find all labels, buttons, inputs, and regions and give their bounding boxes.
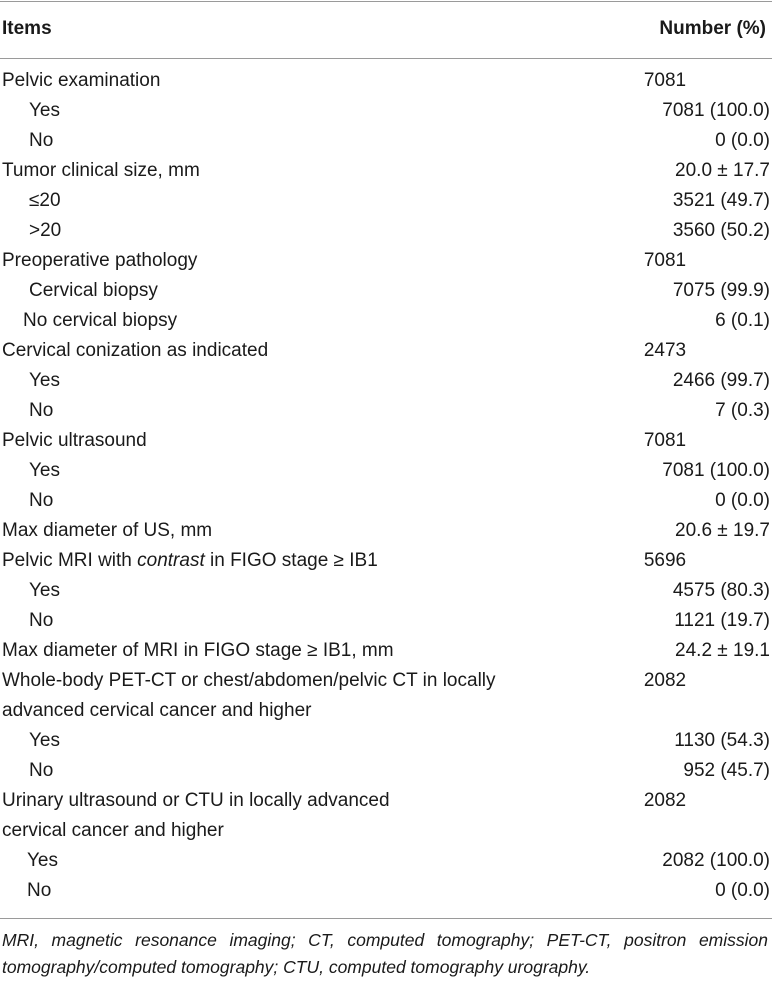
- row-value: 7081 (100.0): [662, 100, 770, 121]
- row-label: Cervical biopsy: [29, 280, 158, 301]
- row-value: 5696: [643, 550, 687, 571]
- row-value: 1121 (19.7): [674, 610, 770, 631]
- table-row: [0, 216, 772, 246]
- row-label: Yes: [29, 730, 60, 751]
- row-label: No: [27, 880, 52, 901]
- table-row: [0, 606, 772, 636]
- row-value: 7081 (100.0): [662, 460, 770, 481]
- header-items: Items: [2, 18, 52, 39]
- row-label: Pelvic examination: [2, 70, 161, 91]
- table-header: [0, 2, 772, 58]
- header-number: Number (%): [659, 18, 766, 39]
- table-row: [0, 336, 772, 366]
- table-row: [0, 576, 772, 606]
- table-row: [0, 186, 772, 216]
- table-row: [0, 246, 772, 276]
- table-row: [0, 96, 772, 126]
- row-label: Yes: [29, 370, 60, 391]
- table-row: [0, 126, 772, 156]
- row-value: 3560 (50.2): [672, 220, 770, 241]
- row-label: Pelvic ultrasound: [2, 430, 147, 451]
- table-row: [0, 306, 772, 336]
- row-value: 24.2 ± 19.1: [675, 640, 770, 661]
- row-value: 7081: [643, 250, 687, 271]
- row-value: 7081: [643, 70, 687, 91]
- row-label: ≤20: [29, 190, 61, 211]
- row-label: Preoperative pathology: [2, 250, 198, 271]
- row-label: Cervical conization as indicated: [2, 340, 269, 361]
- table-row: [0, 666, 772, 726]
- row-label-post: in FIGO stage ≥ IB1: [204, 550, 378, 571]
- table-row: [0, 486, 772, 516]
- table-footnote: MRI, magnetic resonance imaging; CT, computed tomography; PET-CT, positron emission tomography/computed tomography; CTU, computed tomography urography.: [2, 930, 768, 977]
- table-row: [0, 636, 772, 666]
- table-row: [0, 156, 772, 186]
- row-value: 2082 (100.0): [662, 850, 770, 871]
- row-label: No: [29, 130, 54, 151]
- row-label: No: [29, 610, 54, 631]
- table-row: [0, 516, 772, 546]
- row-label: [2, 546, 522, 576]
- row-value: 2082: [643, 790, 687, 811]
- header-rule: [0, 58, 772, 59]
- row-label: No: [29, 490, 54, 511]
- row-value: 0 (0.0): [715, 130, 770, 151]
- table-bottom-rule: [0, 918, 772, 919]
- row-label: No: [29, 760, 54, 781]
- table-row: [0, 276, 772, 306]
- row-label: Max diameter of US, mm: [2, 520, 213, 541]
- row-label: Whole-body PET-CT or chest/abdomen/pelvic CT in locally advanced cervical cancer and higher: [2, 670, 496, 721]
- row-label: Yes: [29, 460, 60, 481]
- row-value: 7 (0.3): [715, 400, 770, 421]
- row-value: 6 (0.1): [715, 310, 770, 331]
- row-value: 4575 (80.3): [672, 580, 770, 601]
- row-value: 20.6 ± 19.7: [675, 520, 770, 541]
- row-label: No cervical biopsy: [23, 310, 178, 331]
- row-label: Yes: [27, 850, 58, 871]
- row-label: Tumor clinical size, mm: [2, 160, 200, 181]
- row-label-italic: contrast: [137, 550, 205, 571]
- row-value: 2082: [643, 670, 687, 691]
- table-row: [0, 846, 772, 876]
- row-label: No: [29, 400, 54, 421]
- row-value: 7075 (99.9): [672, 280, 770, 301]
- table-row: [0, 396, 772, 426]
- row-value: 7081: [643, 430, 687, 451]
- table-body: [0, 66, 772, 906]
- table-row: [0, 786, 772, 846]
- row-value: 0 (0.0): [715, 880, 770, 901]
- table-row: [0, 366, 772, 396]
- table-row: [0, 66, 772, 96]
- row-value: 2473: [643, 340, 687, 361]
- table-row: [0, 426, 772, 456]
- row-value: 20.0 ± 17.7: [675, 160, 770, 181]
- table-row: [0, 546, 772, 576]
- row-label: Yes: [29, 100, 60, 121]
- row-label: Urinary ultrasound or CTU in locally advanced cervical cancer and higher: [2, 790, 390, 841]
- table-row: [0, 726, 772, 756]
- row-value: 2466 (99.7): [672, 370, 770, 391]
- table-row: [0, 456, 772, 486]
- row-value: 3521 (49.7): [672, 190, 770, 211]
- row-value: 0 (0.0): [715, 490, 770, 511]
- row-label: Yes: [29, 580, 60, 601]
- row-value: 1130 (54.3): [674, 730, 770, 751]
- row-value: 952 (45.7): [683, 760, 770, 781]
- table-row: [0, 756, 772, 786]
- row-label: >20: [29, 220, 62, 241]
- table-row: [0, 876, 772, 906]
- row-label: Max diameter of MRI in FIGO stage ≥ IB1, mm: [2, 640, 394, 661]
- row-label-pre: Pelvic MRI with: [2, 550, 138, 571]
